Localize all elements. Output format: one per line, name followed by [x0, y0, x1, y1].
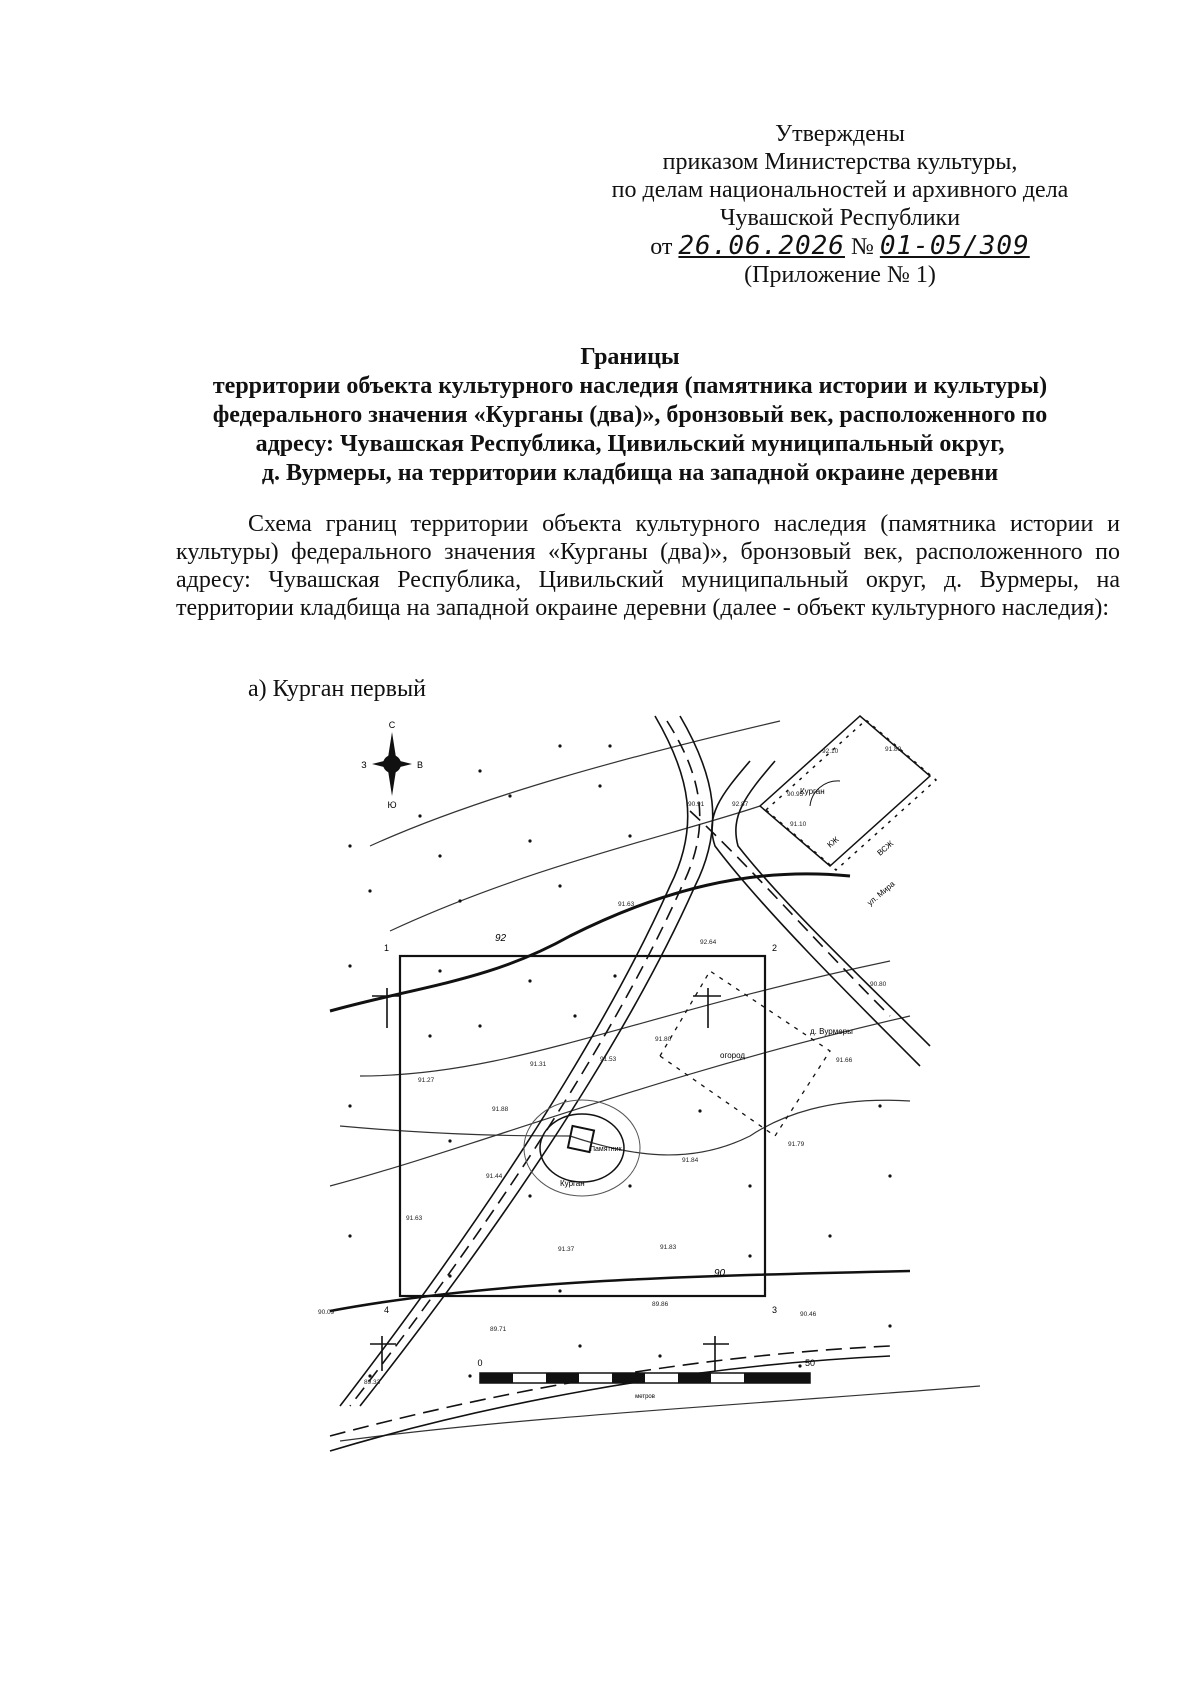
body-paragraph: Схема границ территории объекта культурного наследия (памятника истории и культуры) федерального значения «Курганы (два)», бронзовый век, расположенного по адресу: Чувашская Республика, Цивильский муниципальный округ, д. Вурмеры, на территории кладбища на западной окраине деревни (далее - объект культурного наследия):	[176, 511, 1120, 621]
title-line-1: Границы	[580, 344, 680, 370]
elev: 91.89	[885, 746, 902, 753]
north-w: З	[361, 760, 367, 770]
site-map	[318, 716, 980, 1496]
north-arrow-icon	[361, 720, 423, 810]
corner-2: 2	[772, 943, 778, 953]
monument-label: Памятник	[590, 1146, 622, 1153]
contour-90	[330, 1271, 910, 1311]
number-label: №	[850, 234, 874, 260]
garden-label: огород	[720, 1051, 746, 1060]
kurgan-2-label: Курган	[800, 787, 825, 796]
approval-block	[560, 120, 1120, 289]
contour-mid	[340, 1100, 910, 1155]
scale-bar	[477, 1358, 815, 1400]
corner-3: 3	[772, 1305, 778, 1315]
north-s: Ю	[387, 800, 397, 810]
approval-line-2: приказом Министерства культуры,	[662, 149, 1018, 175]
elev: 91.10	[790, 821, 807, 828]
vsm-label: ВСЖ	[875, 838, 896, 858]
approval-line-3: по делам национальностей и архивного дела	[611, 177, 1069, 203]
scale-end: 50	[804, 1358, 816, 1368]
corner-1: 1	[384, 943, 390, 953]
elev: 91.63	[618, 901, 635, 908]
elev: 91.31	[530, 1061, 547, 1068]
elev: 91.66	[836, 1057, 853, 1064]
elev: 90.91	[688, 801, 705, 808]
from-label: от	[650, 234, 673, 260]
elev: 91.53	[600, 1056, 617, 1063]
scale-unit: метров	[635, 1394, 655, 1400]
elev: 91.44	[486, 1173, 503, 1180]
appendix-label: (Приложение № 1)	[744, 262, 936, 288]
elev: 90.46	[800, 1311, 817, 1318]
elev: 91.79	[788, 1141, 805, 1148]
elev: 91.84	[682, 1157, 699, 1164]
benchmarks	[370, 988, 729, 1371]
elev: 90.80	[870, 981, 887, 988]
elev: 91.27	[418, 1077, 435, 1084]
elev: 91.63	[406, 1215, 423, 1222]
elev: 91.88	[492, 1106, 509, 1113]
elev: 92.10	[822, 748, 839, 755]
elev: 90.09	[318, 1309, 335, 1316]
elev: 89.71	[490, 1326, 507, 1333]
order-date: 26.06.2026	[678, 231, 845, 261]
title-line-3: федерального значения «Курганы (два)», бронзовый век, расположенного по	[212, 402, 1048, 428]
title-line-4: адресу: Чувашская Республика, Цивильский муниципальный округ,	[255, 431, 1005, 457]
elev: 89.86	[652, 1301, 669, 1308]
north-e: В	[416, 760, 424, 770]
approval-order-line	[560, 232, 1120, 261]
kh-label: КЖ	[825, 834, 841, 850]
north-n: С	[388, 720, 396, 730]
scale-start: 0	[477, 1358, 483, 1368]
subheading: а) Курган первый	[248, 676, 426, 702]
village-label: д. Вурмеры	[810, 1027, 853, 1036]
elev: 91.80	[655, 1036, 672, 1043]
elev: 92.87	[732, 801, 749, 808]
elev: 91.37	[558, 1246, 575, 1253]
elev: 89.33	[364, 1379, 381, 1386]
elev: 90.95	[787, 791, 804, 798]
contour-label-90: 90	[714, 1268, 726, 1279]
boundary-square	[400, 956, 765, 1296]
order-number: 01-05/309	[879, 231, 1030, 261]
terrain-marks	[348, 744, 891, 1377]
kurgan-label: Курган	[560, 1179, 585, 1188]
title-line-5: д. Вурмеры, на территории кладбища на западной окраине деревни	[261, 460, 999, 486]
contour-label-92: 92	[495, 933, 507, 944]
title-line-2: территории объекта культурного наследия (памятника истории и культуры)	[212, 373, 1048, 399]
document-title	[170, 343, 1090, 488]
street-label: ул. Мира	[865, 879, 897, 908]
elev: 92.64	[700, 939, 717, 946]
approval-line-1: Утверждены	[775, 121, 905, 147]
corner-4: 4	[384, 1305, 390, 1315]
approval-line-4: Чувашской Республики	[719, 205, 961, 231]
elev: 91.83	[660, 1244, 677, 1251]
